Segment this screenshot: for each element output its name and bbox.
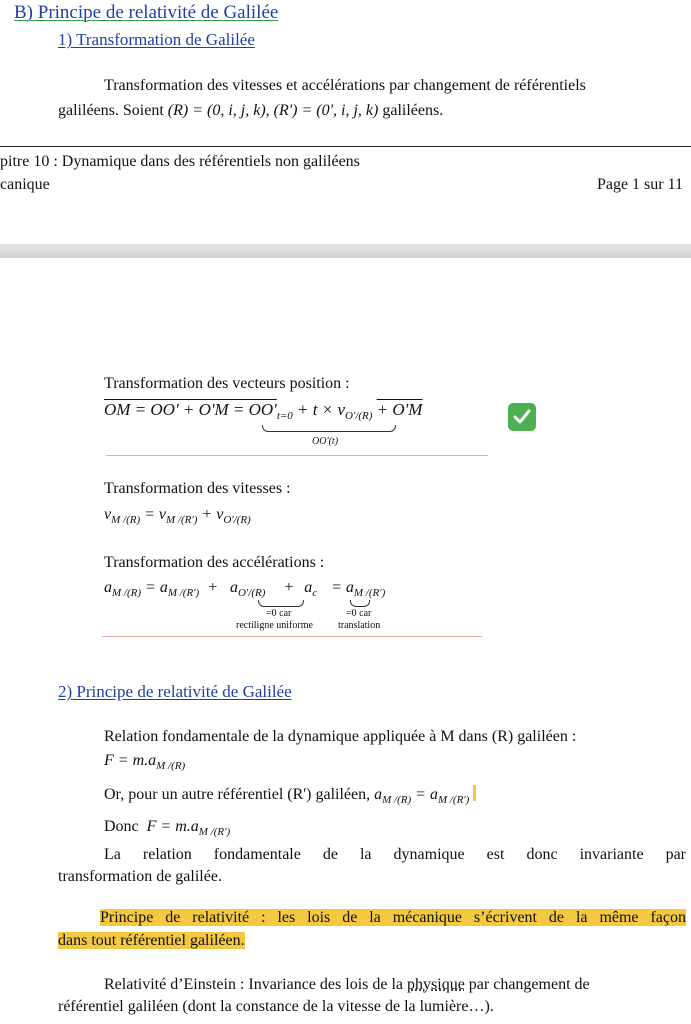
page-separator [0,244,691,258]
section-b-title: B) Principe de relativité de Galilée [14,2,279,23]
einstein-line-2: référentiel galiléen (dont la constance de la vitesse de la lumière…). [58,998,494,1015]
rfd-equation: $F = m.a_{M /(R)}$ [104,752,186,772]
acceleration-brace-1 [258,600,304,607]
rfd-line: Relation fondamentale de la dynamique appliquée à M dans (R) galiléen : [104,728,577,745]
acc-note-2a: =0 car [346,608,372,619]
position-separator [106,455,488,456]
footer-page-number: Page 1 sur 11 [596,176,683,193]
page-gap [0,218,691,300]
or-line: Or, pour un autre référentiel (R') galiléen, $a_{M /(R)} = a_{M /(R')}$ [104,785,476,810]
subsection-1-title: 1) Transformation de Galilée [58,30,255,49]
invariance-line-2: transformation de galilée. [58,868,222,885]
text-cursor-highlight [473,785,476,801]
invariance-line-1: La relation fondamentale de la dynamique est donc invariante par [104,846,686,863]
intro-line-2: galiléens. Soient (R) = (0, i, j, k), (R') = (0', i, j, k) galiléens. [58,102,444,119]
check-mark-icon [508,403,536,431]
velocity-equation: $v_{M /(R)} = v_{M /(R')} + v_{O'/(R)}$ [104,506,251,526]
position-brace [262,425,396,432]
subsection-2-title: 2) Principe de relativité de Galilée [58,682,292,701]
acc-note-1b: rectiligne uniforme [236,620,313,631]
einstein-line-1: Relativité d’Einstein : Invariance des lois de la physique par changement de [104,976,590,993]
acceleration-separator [102,636,482,637]
frame-R-expression: (R) = (0, i, j, k), [167,102,270,119]
acceleration-title: Transformation des accélérations : [104,554,325,571]
acc-note-2b: translation [338,620,381,631]
footer-chapter: pitre 10 : Dynamique dans des référentiels non galiléens [0,153,360,170]
velocity-title: Transformation des vitesses : [104,480,291,497]
position-brace-label: OO'(t) [312,436,339,447]
acceleration-brace-2 [350,600,370,607]
acceleration-equation: $a_{M /(R)} = a_{M /(R')} + a_{O'/(R)} + a_c = a_{M /(R')}$ [104,579,386,599]
intro-line-1: Transformation des vitesses et accélérations par changement de référentiels [104,77,586,94]
position-equation: OM = $OO' + O'M = OO'_{t=0} + t \times v_{O'/(R)} + O'M$ [104,400,423,422]
position-title: Transformation des vecteurs position : [104,375,350,392]
frame-Rprime-expression: (R') = (0', i, j, k) [273,102,379,119]
acc-note-1a: =0 car [266,608,292,619]
physique-word: physique [407,976,465,993]
footer-rule [0,146,691,147]
footer-subject: canique [0,176,50,193]
donc-line: Donc $F = m.a_{M /(R')}$ [104,818,231,838]
principe-line-2: dans tout référentiel galiléen. [58,932,245,949]
principe-line-1: Principe de relativité : les lois de la mécanique s’écrivent de la même façon [100,909,686,926]
principe-block [58,908,686,954]
